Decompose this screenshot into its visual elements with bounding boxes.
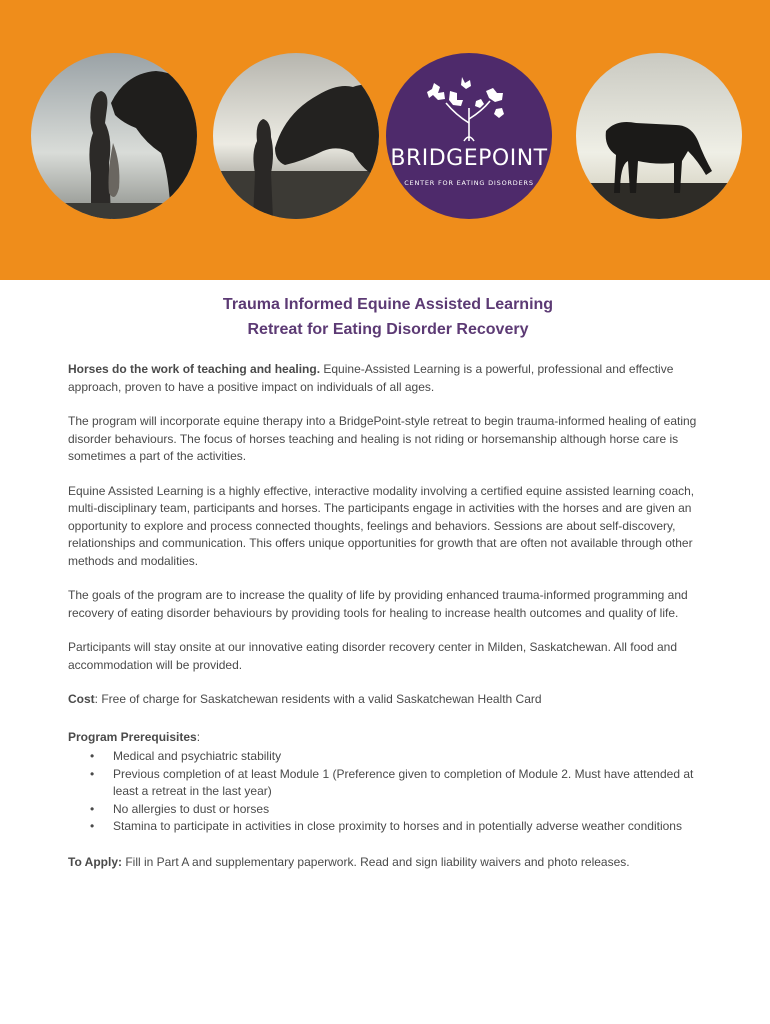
paragraph-goals: The goals of the program are to increase the quality of life by providing enhanced trauma-informed programming and recovery of eating disorder behaviours by providing tools for healing to increase health outcomes and quality of life. (68, 588, 688, 620)
intro-lead: Horses do the work of teaching and healing. (68, 362, 321, 376)
list-item: • Previous completion of at least Module 1 (Preference given to completion of Module 2. Must have attended at least a retreat in the last year) (113, 766, 708, 801)
list-item: • No allergies to dust or horses (113, 801, 708, 819)
bridgepoint-logo (386, 53, 552, 219)
intro-text: Equine-Assisted Learning is a powerful, professional and effective approach, proven to have a positive impact on individuals of all ages. (68, 362, 674, 394)
photo-woman-horse-1 (31, 53, 197, 219)
logo-wordmark: BRIDGEPOINT (390, 146, 548, 171)
photo-horse-grazing (576, 53, 742, 219)
document-body (68, 292, 708, 888)
prerequisites-label: Program Prerequisites (68, 729, 197, 744)
title-line-2: Retreat for Eating Disorder Recovery (247, 321, 529, 338)
document-title (68, 292, 708, 342)
list-item: • Stamina to participate in activities in close proximity to horses and in potentially adverse weather conditions (113, 818, 708, 836)
paragraph-program: The program will incorporate equine therapy into a BridgePoint-style retreat to begin trauma-informed healing of eating disorder behaviours. The focus of horses teaching and healing is not riding or horsemanship although horse care is sometimes a part of the activities. (68, 414, 697, 463)
title-line-1: Trauma Informed Equine Assisted Learning (222, 296, 554, 313)
logo-tagline: CENTER FOR EATING DISORDERS (404, 179, 534, 187)
prerequisites-heading (68, 729, 708, 747)
cost-label: Cost (68, 692, 95, 706)
prerequisites-list (68, 748, 708, 836)
paragraph-eal-description: Equine Assisted Learning is a highly effective, interactive modality involving a certified equine assisted learning coach, multi-disciplinary team, participants and horses. The participants engage in activities with the horses and are given an opportunity to explore and process connected thoughts, feelings and behaviors. Sessions are about self-discovery, relationships and communication. This offers unique opportunities for growth that are often not available through other methods and modalities. (68, 483, 695, 568)
paragraph-accommodation: Participants will stay onsite at our innovative eating disorder recovery center in Milden, Saskatchewan. All food and accommodation will be provided. (68, 640, 677, 672)
header-banner (0, 0, 770, 280)
intro-paragraph (68, 361, 708, 396)
apply-label: To Apply: (68, 854, 122, 869)
apply-text: Fill in Part A and supplementary paperwork. Read and sign liability waivers and photo releases. (122, 854, 630, 869)
cost-line (68, 691, 708, 709)
apply-line (68, 854, 708, 872)
cost-text: : Free of charge for Saskatchewan residents with a valid Saskatchewan Health Card (94, 692, 542, 706)
prerequisites-colon: : (196, 729, 201, 744)
photo-woman-horse-2 (213, 53, 379, 219)
list-item: • Medical and psychiatric stability (113, 748, 708, 766)
